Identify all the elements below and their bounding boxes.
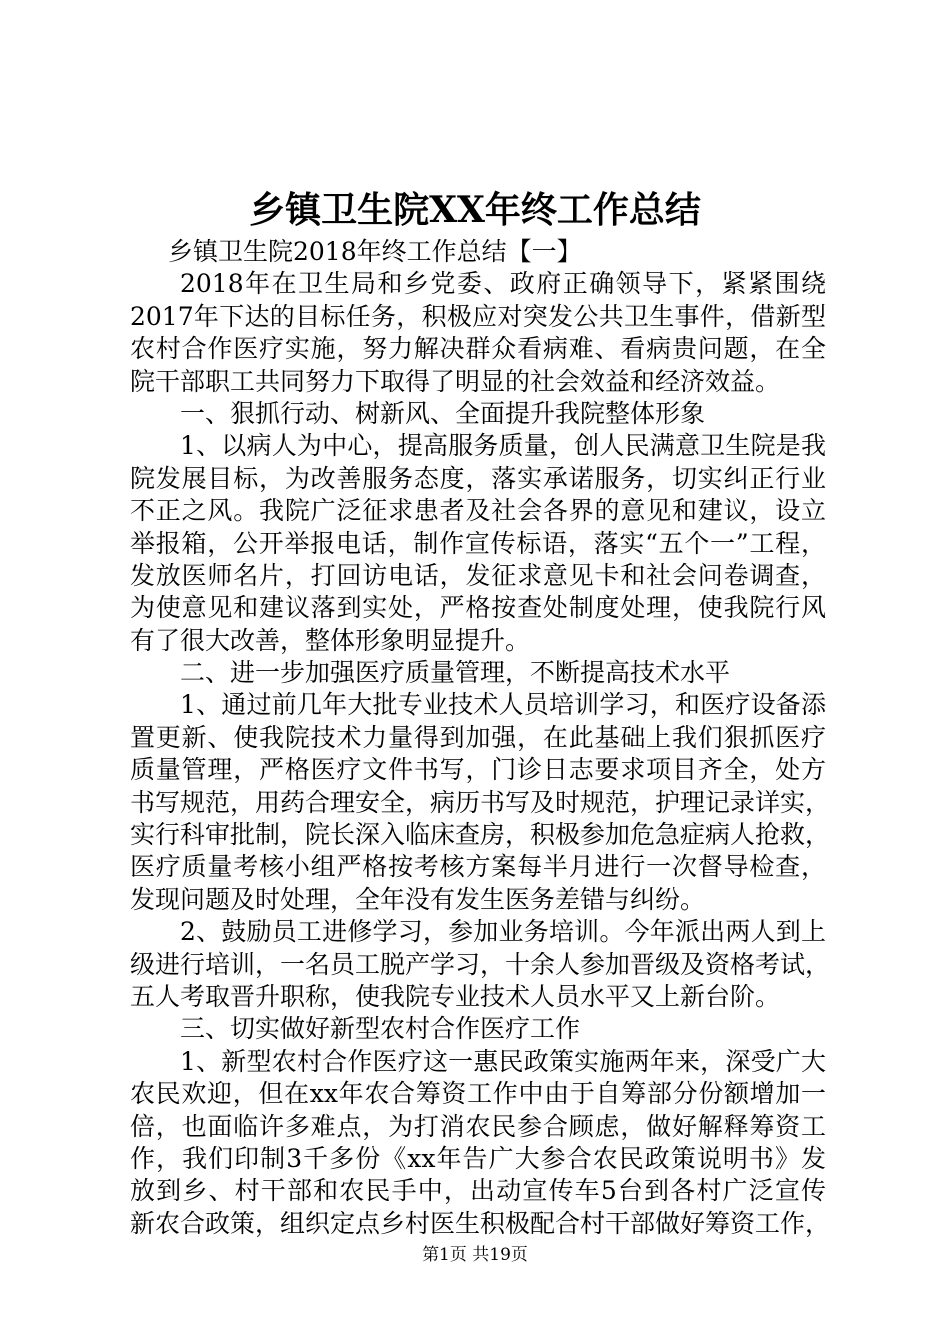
paragraph-line: 院干部职工共同努力下取得了明显的社会效益和经济效益。: [130, 366, 781, 396]
paragraph-line: 院发展目标，为改善服务态度，落实承诺服务，切实纠正行业: [130, 463, 826, 493]
paragraph-line: 倍，也面临许多难点，为打消农民参合顾虑，做好解释筹资工: [130, 1111, 826, 1141]
section-heading: 二、进一步加强医疗质量管理，不断提高技术水平: [180, 658, 731, 688]
paragraph-line: 作，我们印制3千多份《xx年告广大参合农民政策说明书》发: [130, 1143, 826, 1173]
paragraph-line: 放到乡、村干部和农民手中，出动宣传车5台到各村广泛宣传: [130, 1176, 826, 1206]
paragraph-line: 五人考取晋升职称，使我院专业技术人员水平又上新台阶。: [130, 981, 781, 1011]
paragraph-line: 级进行培训，一名员工脱产学习，十余人参加晋级及资格考试，: [130, 949, 831, 979]
paragraph-line: 1、新型农村合作医疗这一惠民政策实施两年来，深受广大: [180, 1046, 826, 1076]
document-title: 乡镇卫生院XX年终工作总结: [249, 189, 701, 231]
paragraph-line: 2018年在卫生局和乡党委、政府正确领导下，紧紧围绕: [180, 269, 826, 299]
section-heading: 三、切实做好新型农村合作医疗工作: [180, 1014, 581, 1044]
paragraph-line: 为使意见和建议落到实处，严格按查处制度处理，使我院行风: [130, 593, 826, 623]
section-heading: 一、狠抓行动、树新风、全面提升我院整体形象: [180, 398, 706, 428]
paragraph-line: 2、鼓励员工进修学习，参加业务培训。今年派出两人到上: [180, 917, 826, 947]
paragraph-line: 发现问题及时处理，全年没有发生医务差错与纠纷。: [130, 884, 706, 914]
paragraph-line: 农村合作医疗实施，努力解决群众看病难、看病贵问题，在全: [130, 334, 826, 364]
paragraph-line: 质量管理，严格医疗文件书写，门诊日志要求项目齐全，处方: [130, 755, 826, 785]
paragraph-line: 不正之风。我院广泛征求患者及社会各界的意见和建议，设立: [130, 496, 826, 526]
paragraph-line: 新农合政策，组织定点乡村医生积极配合村干部做好筹资工作，: [130, 1208, 831, 1238]
paragraph-line: 2017年下达的目标任务，积极应对突发公共卫生事件，借新型: [130, 301, 826, 331]
paragraph-line: 医疗质量考核小组严格按考核方案每半月进行一次督导检查，: [130, 852, 826, 882]
paragraph-line: 1、以病人为中心，提高服务质量，创人民满意卫生院是我: [180, 431, 826, 461]
paragraph-line: 1、通过前几年大批专业技术人员培训学习，和医疗设备添: [180, 690, 826, 720]
paragraph-line: 举报箱，公开举报电话，制作宣传标语，落实“五个一”工程，: [130, 528, 826, 558]
paragraph-line: 有了很大改善，整体形象明显提升。: [130, 625, 531, 655]
document-body: [130, 236, 831, 1240]
paragraph-line: 实行科审批制，院长深入临床查房，积极参加危急症病人抢救，: [130, 820, 831, 850]
page-footer: 第1页 共19页: [422, 1245, 528, 1265]
paragraph-line: 书写规范，用药合理安全，病历书写及时规范，护理记录详实，: [130, 787, 831, 817]
paragraph-line: 发放医师名片，打回访电话，发征求意见卡和社会问卷调查，: [130, 560, 826, 590]
subtitle-line: 乡镇卫生院2018年终工作总结【一】: [168, 237, 582, 266]
paragraph-line: 置更新、使我院技术力量得到加强，在此基础上我们狠抓医疗: [130, 722, 826, 752]
paragraph-line: 农民欢迎，但在xx年农合筹资工作中由于自筹部分份额增加一: [130, 1079, 826, 1109]
